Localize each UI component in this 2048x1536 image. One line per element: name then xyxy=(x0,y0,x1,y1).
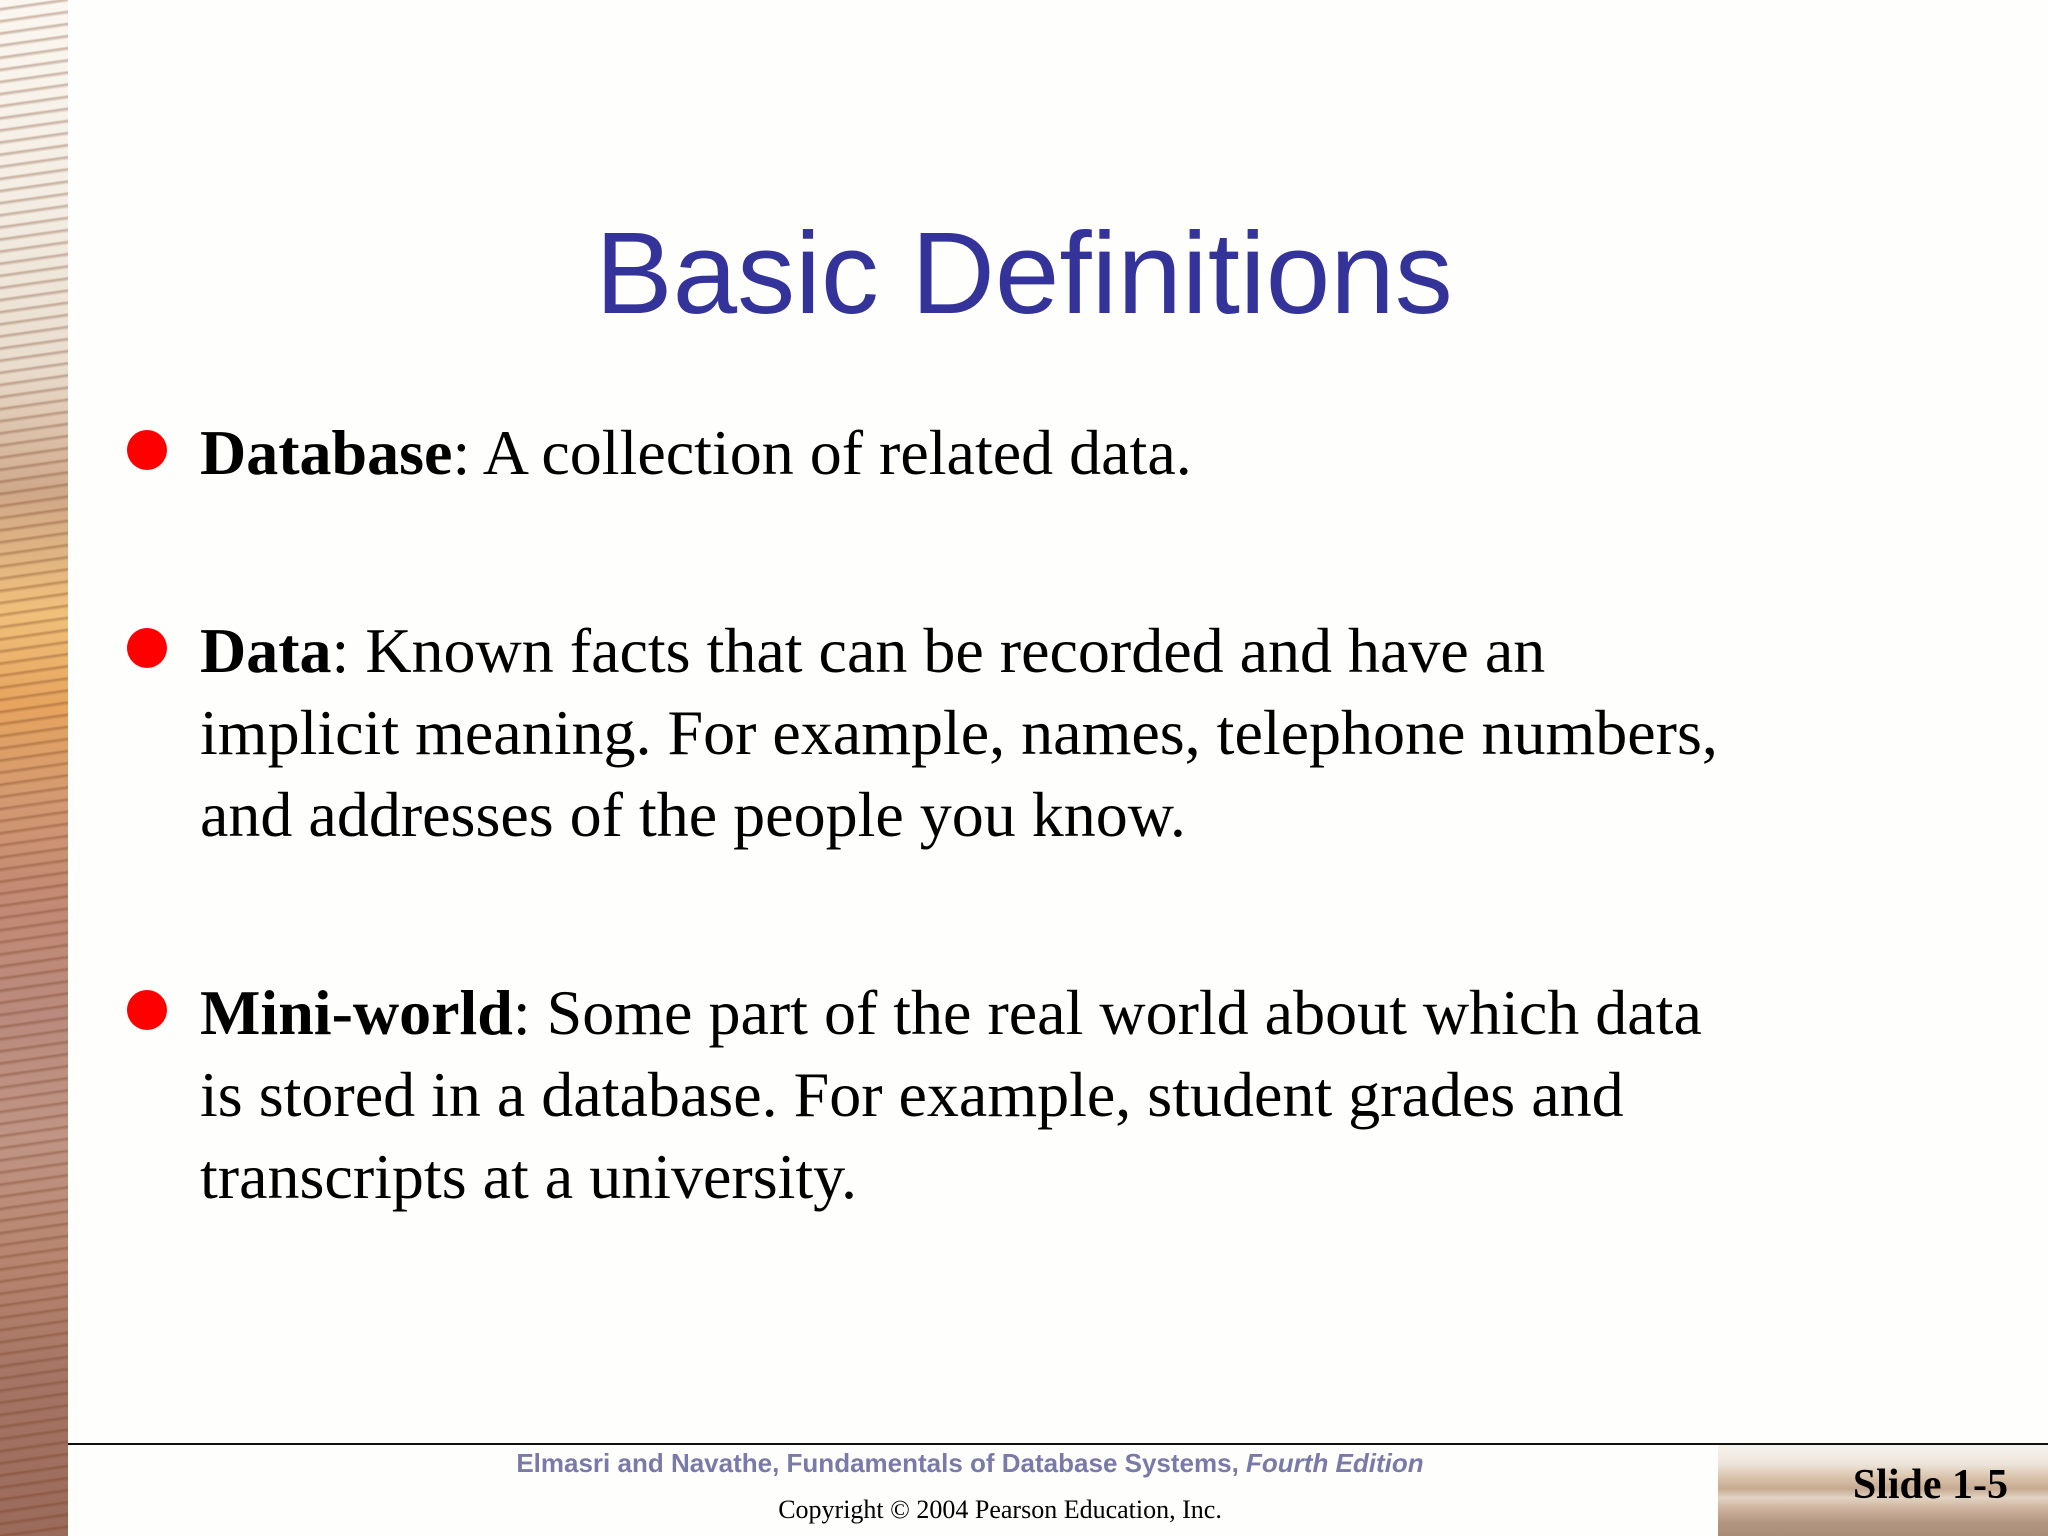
bullet-icon xyxy=(127,990,167,1030)
bullet-icon xyxy=(127,430,167,470)
footer-copyright: Copyright © 2004 Pearson Education, Inc. xyxy=(778,1495,1222,1524)
definition-list xyxy=(120,412,1720,1334)
footer-book-credit xyxy=(68,1446,1992,1480)
slide-title: Basic Definitions xyxy=(595,208,1453,338)
list-item xyxy=(120,412,1720,494)
slide-number: Slide 1-5 xyxy=(1852,1462,2008,1508)
footer-edition: Fourth Edition xyxy=(1246,1448,1424,1478)
definition-term: Database xyxy=(200,417,453,488)
bullet-text xyxy=(200,417,1192,488)
definition-body: : Known facts that can be recorded and have an implicit meaning. For example, names, telephone numbers, and addresses of the people you know. xyxy=(200,615,1718,850)
desert-photo-strip xyxy=(0,0,68,1536)
definition-term: Data xyxy=(200,615,332,686)
list-item xyxy=(120,610,1720,856)
footer-book-title: Elmasri and Navathe, Fundamentals of Database Systems, xyxy=(516,1448,1247,1478)
definition-body: : Some part of the real world about which data is stored in a database. For example, student grades and transcripts at a university. xyxy=(200,977,1702,1212)
list-item xyxy=(120,972,1720,1218)
definition-body: : A collection of related data. xyxy=(452,417,1192,488)
bullet-text xyxy=(200,615,1718,850)
bullet-text xyxy=(200,977,1702,1212)
bullet-icon xyxy=(127,628,167,668)
definition-term: Mini-world xyxy=(200,977,513,1048)
